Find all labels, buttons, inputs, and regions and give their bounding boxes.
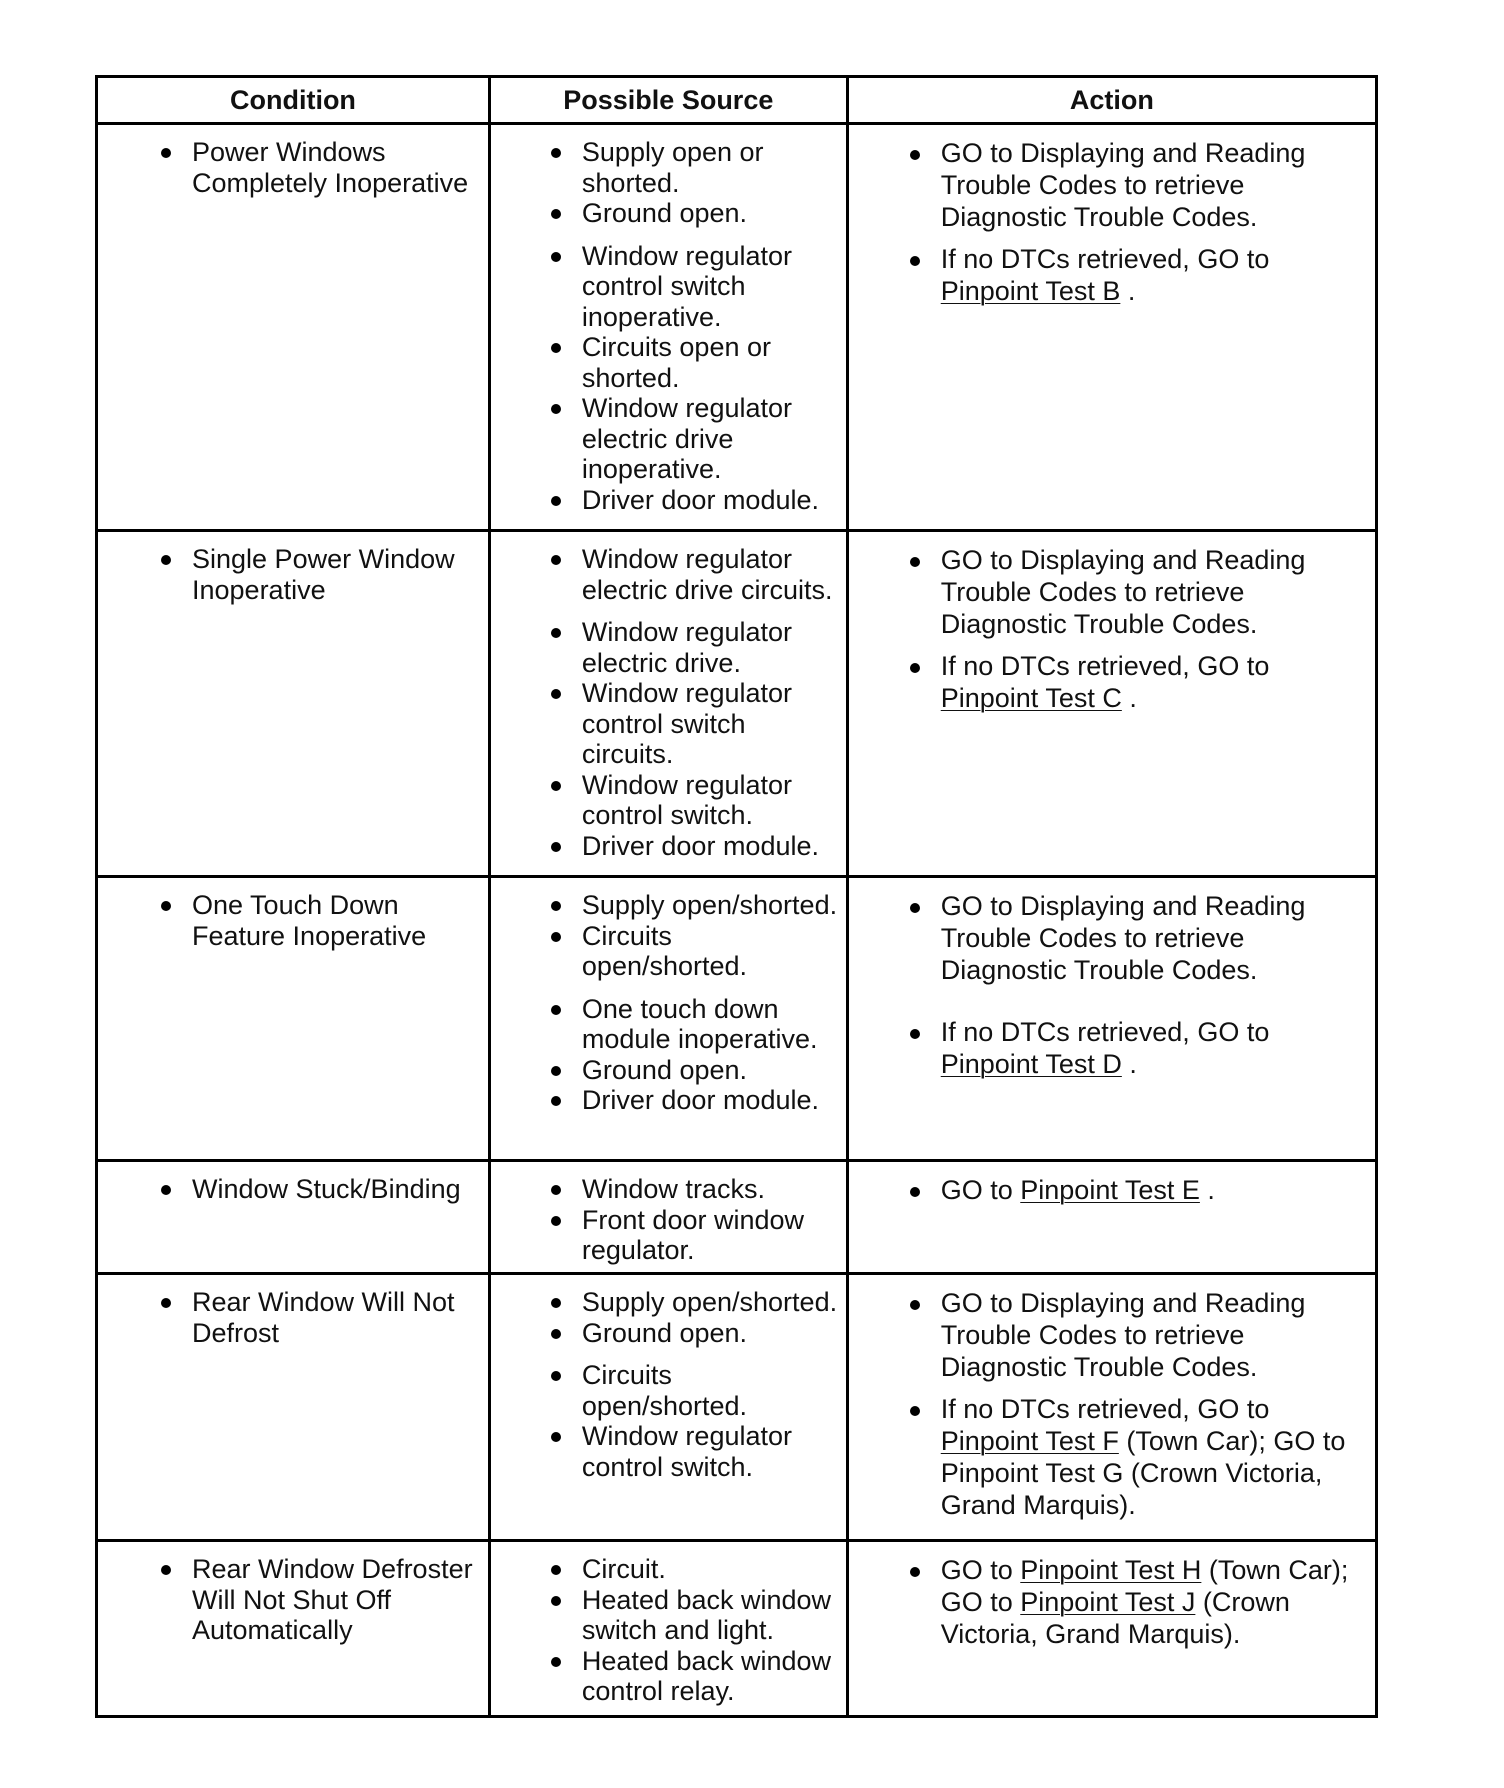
pinpoint-test-b-link[interactable]: Pinpoint Test B <box>940 276 1121 306</box>
condition-cell <box>97 124 490 531</box>
condition-text: Rear Window Will Not Defrost <box>192 1287 480 1348</box>
condition-cell <box>97 1274 490 1541</box>
source-item: Driver door module. <box>582 831 840 862</box>
source-item: Heated back window control relay. <box>582 1646 840 1707</box>
header-action: Action <box>847 77 1376 124</box>
action-item: If no DTCs retrieved, GO to Pinpoint Test D . <box>941 1016 1365 1080</box>
diagnosis-table <box>95 75 1378 1718</box>
action-cell <box>847 1274 1376 1541</box>
source-item: Window tracks. <box>582 1174 840 1205</box>
displaying-reading-trouble-codes-link[interactable]: Displaying and Reading Trouble Codes <box>940 1288 1306 1350</box>
action-item: GO to Displaying and Reading Trouble Codes to retrieve Diagnostic Trouble Codes. <box>941 544 1365 640</box>
action-item: GO to Pinpoint Test H (Town Car); GO to Pinpoint Test J (Crown Victoria, Grand Marquis). <box>941 1554 1365 1650</box>
action-item: GO to Displaying and Reading Trouble Codes to retrieve Diagnostic Trouble Codes. <box>941 890 1365 986</box>
source-item: Circuits open/shorted. <box>582 921 840 982</box>
action-item: If no DTCs retrieved, GO to Pinpoint Test B . <box>941 243 1365 307</box>
table-row <box>97 1274 1377 1541</box>
action-item: GO to Displaying and Reading Trouble Codes to retrieve Diagnostic Trouble Codes. <box>941 1287 1365 1383</box>
table-row <box>97 877 1377 1161</box>
condition-text: One Touch Down Feature Inoperative <box>192 890 480 951</box>
action-item: If no DTCs retrieved, GO to Pinpoint Test C . <box>941 650 1365 714</box>
source-cell <box>489 124 847 531</box>
table-row <box>97 531 1377 877</box>
condition-cell <box>97 531 490 877</box>
action-item: GO to Displaying and Reading Trouble Codes to retrieve Diagnostic Trouble Codes. <box>941 137 1365 233</box>
source-item: Window regulator control switch. <box>582 1421 840 1482</box>
action-item: If no DTCs retrieved, GO to Pinpoint Test F (Town Car); GO to Pinpoint Test G (Crown Victoria, Grand Marquis). <box>941 1393 1365 1521</box>
source-item: Window regulator electric drive circuits. <box>582 544 840 605</box>
condition-cell <box>97 1541 490 1717</box>
pinpoint-test-h-link[interactable]: Pinpoint Test H <box>1020 1555 1202 1585</box>
pinpoint-test-e-link[interactable]: Pinpoint Test E <box>1020 1175 1200 1205</box>
condition-cell <box>97 1161 490 1274</box>
header-condition: Condition <box>97 77 490 124</box>
source-item: Ground open. <box>582 1318 840 1349</box>
action-cell <box>847 1161 1376 1274</box>
source-item: Circuits open or shorted. <box>582 332 840 393</box>
action-item: GO to Pinpoint Test E . <box>941 1174 1365 1206</box>
source-item: Driver door module. <box>582 1085 840 1116</box>
table-row <box>97 1161 1377 1274</box>
condition-text: Window Stuck/Binding <box>192 1174 480 1205</box>
source-item: Ground open. <box>582 1055 840 1086</box>
displaying-reading-trouble-codes-link[interactable]: Displaying and Reading Trouble Codes <box>940 891 1306 953</box>
source-item: Window regulator control switch circuits. <box>582 678 840 770</box>
source-item: Supply open/shorted. <box>582 1287 840 1318</box>
source-cell <box>489 877 847 1161</box>
source-cell <box>489 1274 847 1541</box>
source-item: Window regulator electric drive. <box>582 617 840 678</box>
source-item: Window regulator control switch. <box>582 770 840 831</box>
condition-text: Single Power Window Inoperative <box>192 544 480 605</box>
source-item: Heated back window switch and light. <box>582 1585 840 1646</box>
source-item: Front door window regulator. <box>582 1205 840 1266</box>
source-item: One touch down module inoperative. <box>582 994 840 1055</box>
action-cell <box>847 1541 1376 1717</box>
source-cell <box>489 1541 847 1717</box>
source-item: Window regulator control switch inoperative. <box>582 241 840 333</box>
displaying-reading-trouble-codes-link[interactable]: Displaying and Reading Trouble Codes <box>940 138 1306 200</box>
source-cell <box>489 531 847 877</box>
source-item: Supply open/shorted. <box>582 890 840 921</box>
condition-text: Rear Window Defroster Will Not Shut Off Automatically <box>192 1554 480 1646</box>
source-item: Supply open or shorted. <box>582 137 840 198</box>
source-item: Ground open. <box>582 198 840 229</box>
pinpoint-test-c-link[interactable]: Pinpoint Test C <box>940 683 1122 713</box>
table-row <box>97 124 1377 531</box>
pinpoint-test-d-link[interactable]: Pinpoint Test D <box>940 1049 1122 1079</box>
displaying-reading-trouble-codes-link[interactable]: Displaying and Reading Trouble Codes <box>940 545 1306 607</box>
action-cell <box>847 877 1376 1161</box>
pinpoint-test-j-link[interactable]: Pinpoint Test J <box>1020 1587 1196 1617</box>
pinpoint-test-f-link[interactable]: Pinpoint Test F <box>940 1426 1119 1456</box>
header-possible-source: Possible Source <box>489 77 847 124</box>
source-item: Circuit. <box>582 1554 840 1585</box>
source-cell <box>489 1161 847 1274</box>
condition-cell <box>97 877 490 1161</box>
source-item: Window regulator electric drive inoperative. <box>582 393 840 485</box>
action-cell <box>847 531 1376 877</box>
source-item: Driver door module. <box>582 485 840 516</box>
header-row <box>97 77 1377 124</box>
table-row <box>97 1541 1377 1717</box>
source-item: Circuits open/shorted. <box>582 1360 840 1421</box>
condition-text: Power Windows Completely Inoperative <box>192 137 480 198</box>
action-cell <box>847 124 1376 531</box>
